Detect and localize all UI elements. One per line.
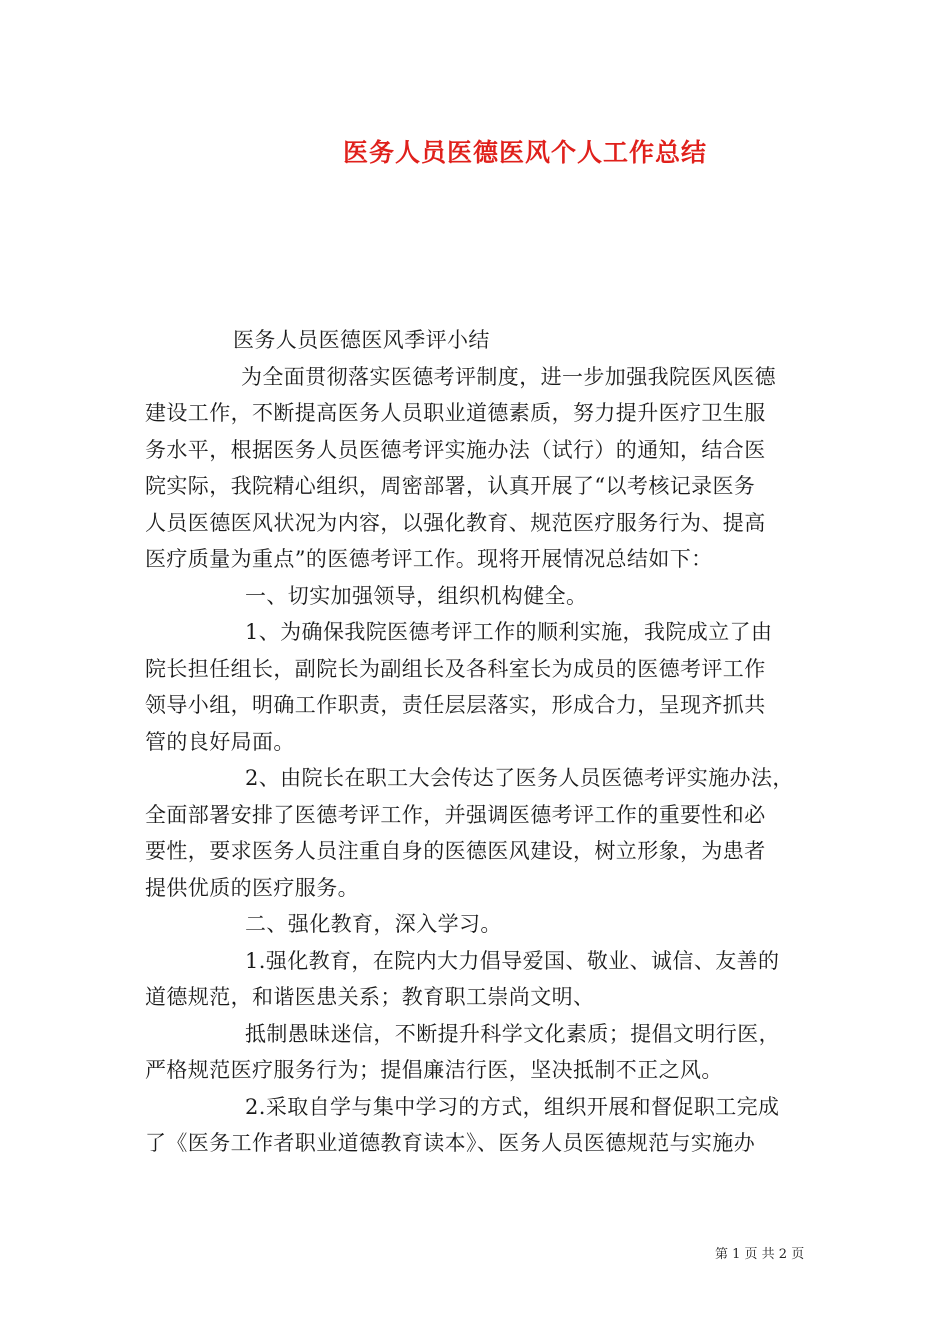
paragraph-line: 要性，要求医务人员注重自身的医德医风建设，树立形象，为患者 xyxy=(145,839,766,863)
paragraph-line: 务水平，根据医务人员医德考评实施办法（试行）的通知，结合医 xyxy=(145,437,766,462)
paragraph-line: 提供优质的医疗服务。 xyxy=(145,875,359,900)
paragraph-line: 领导小组，明确工作职责，责任层层落实，形成合力，呈现齐抓共 xyxy=(145,693,766,717)
paragraph-line: 管的良好局面。 xyxy=(145,729,295,754)
paragraph-line: 道德规范，和谐医患关系；教育职工崇尚文明、 xyxy=(145,985,595,1009)
paragraph-line: 全面部署安排了医德考评工作，并强调医德考评工作的重要性和必 xyxy=(145,802,766,827)
paragraph-line: 2.采取自学与集中学习的方式，组织开展和督促职工完成 xyxy=(245,1094,780,1119)
paragraph-line: 人员医德医风状况为内容，以强化教育、规范医疗服务行为、提高 xyxy=(145,510,766,535)
paragraph-line: 院实际，我院精心组织，周密部署，认真开展了“以考核记录医务 xyxy=(145,474,756,498)
paragraph-line: 严格规范医疗服务行为；提倡廉洁行医，坚决抵制不正之风。 xyxy=(145,1058,723,1082)
paragraph-line: 2、由院长在职工大会传达了医务人员医德考评实施办法， xyxy=(245,766,794,790)
document-body xyxy=(145,322,810,1162)
document-title: 医务人员医德医风个人工作总结 xyxy=(342,138,707,167)
section-heading: 二、强化教育，深入学习。 xyxy=(245,912,502,936)
section-heading: 一、切实加强领导，组织机构健全。 xyxy=(245,583,588,608)
paragraph-line: 院长担任组长，副院长为副组长及各科室长为成员的医德考评工作 xyxy=(145,656,766,681)
document-subtitle: 医务人员医德医风季评小结 xyxy=(233,328,490,352)
paragraph-line: 1、为确保我院医德考评工作的顺利实施，我院成立了由 xyxy=(245,620,773,644)
paragraph-line: 了《医务工作者职业道德教育读本》、医务人员医德规范与实施办 xyxy=(145,1131,756,1155)
paragraph-line: 1.强化教育，在院内大力倡导爱国、敬业、诚信、友善的 xyxy=(245,948,780,973)
paragraph-line: 建设工作，不断提高医务人员职业道德素质，努力提升医疗卫生服 xyxy=(145,401,766,425)
paragraph-line: 为全面贯彻落实医德考评制度，进一步加强我院医风医德 xyxy=(241,364,776,389)
paragraph-line: 医疗质量为重点”的医德考评工作。现将开展情况总结如下： xyxy=(145,547,713,571)
paragraph-line: 抵制愚昧迷信，不断提升科学文化素质；提倡文明行医， xyxy=(245,1021,780,1046)
page-number: 第 1 页 共 2 页 xyxy=(715,1247,805,1262)
